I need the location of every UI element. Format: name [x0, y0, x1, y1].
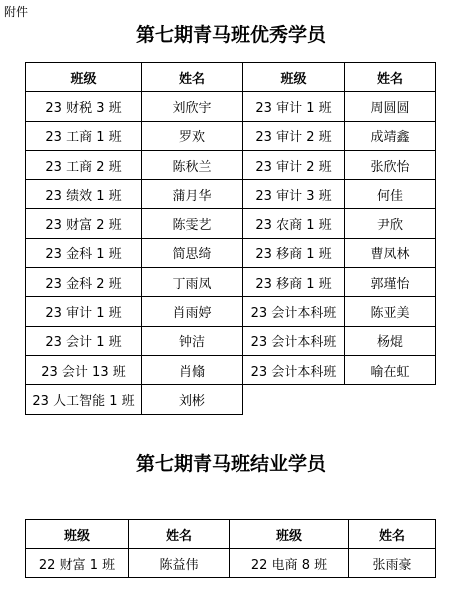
class-cell: 23 会计本科班	[243, 297, 345, 326]
outstanding-students-title: 第七期青马班优秀学员	[135, 24, 326, 46]
student-name-cell: 张欣怡	[345, 150, 436, 179]
student-name-cell: 曹凤林	[345, 238, 436, 267]
class-cell: 23 金科 1 班	[26, 238, 142, 267]
class-cell: 23 绩效 1 班	[26, 180, 142, 209]
class-cell: 23 移商 1 班	[243, 238, 345, 267]
table-row	[26, 355, 436, 384]
student-name-cell: 刘彬	[142, 385, 243, 414]
table-row	[26, 92, 436, 121]
class-cell: 23 移商 1 班	[243, 268, 345, 297]
class-cell: 23 财税 3 班	[26, 92, 142, 121]
student-name-cell: 陈亚美	[345, 297, 436, 326]
table-row	[26, 209, 436, 238]
class-cell: 23 审计 2 班	[243, 121, 345, 150]
student-name-cell: 尹欣	[345, 209, 436, 238]
empty-cell	[243, 385, 436, 414]
table-row	[26, 385, 436, 414]
class-cell: 23 人工智能 1 班	[26, 385, 142, 414]
student-name-cell: 肖雨婷	[142, 297, 243, 326]
table-row	[26, 268, 436, 297]
student-name-cell: 丁雨凤	[142, 268, 243, 297]
table-row	[26, 180, 436, 209]
header-class: 班级	[230, 520, 349, 549]
class-cell: 23 审计 1 班	[243, 92, 345, 121]
class-cell: 23 会计本科班	[243, 355, 345, 384]
student-name-cell: 陈雯艺	[142, 209, 243, 238]
header-name: 姓名	[349, 520, 436, 549]
header-class: 班级	[26, 63, 142, 92]
student-name-cell: 钟洁	[142, 326, 243, 355]
graduate-students-table	[25, 519, 436, 578]
graduate-students-title: 第七期青马班结业学员	[135, 453, 326, 475]
table-row	[26, 297, 436, 326]
class-cell: 23 工商 1 班	[26, 121, 142, 150]
class-cell: 23 会计 13 班	[26, 355, 142, 384]
student-name-cell: 杨焜	[345, 326, 436, 355]
class-cell: 23 审计 2 班	[243, 150, 345, 179]
student-name-cell: 郭瑾怡	[345, 268, 436, 297]
table-row	[26, 326, 436, 355]
class-cell: 23 农商 1 班	[243, 209, 345, 238]
header-name: 姓名	[129, 520, 230, 549]
table-row	[26, 121, 436, 150]
header-class: 班级	[26, 520, 129, 549]
student-name-cell: 刘欣宇	[142, 92, 243, 121]
attachment-label: 附件	[4, 5, 29, 19]
student-name-cell: 喻在虹	[345, 355, 436, 384]
class-cell: 23 财富 2 班	[26, 209, 142, 238]
class-cell: 22 电商 8 班	[230, 549, 349, 578]
table-row	[26, 238, 436, 267]
student-name-cell: 张雨豪	[349, 549, 436, 578]
class-cell: 23 审计 3 班	[243, 180, 345, 209]
class-cell: 23 审计 1 班	[26, 297, 142, 326]
student-name-cell: 周圆圆	[345, 92, 436, 121]
class-cell: 23 工商 2 班	[26, 150, 142, 179]
student-name-cell: 简思绮	[142, 238, 243, 267]
class-cell: 23 会计本科班	[243, 326, 345, 355]
table-row	[26, 150, 436, 179]
student-name-cell: 罗欢	[142, 121, 243, 150]
header-name: 姓名	[345, 63, 436, 92]
table-row	[26, 549, 436, 578]
outstanding-students-table	[25, 62, 436, 415]
class-cell: 22 财富 1 班	[26, 549, 129, 578]
student-name-cell: 何佳	[345, 180, 436, 209]
student-name-cell: 陈益伟	[129, 549, 230, 578]
student-name-cell: 蒲月华	[142, 180, 243, 209]
class-cell: 23 会计 1 班	[26, 326, 142, 355]
class-cell: 23 金科 2 班	[26, 268, 142, 297]
student-name-cell: 肖翛	[142, 355, 243, 384]
header-class: 班级	[243, 63, 345, 92]
student-name-cell: 陈秋兰	[142, 150, 243, 179]
header-name: 姓名	[142, 63, 243, 92]
student-name-cell: 成靖鑫	[345, 121, 436, 150]
